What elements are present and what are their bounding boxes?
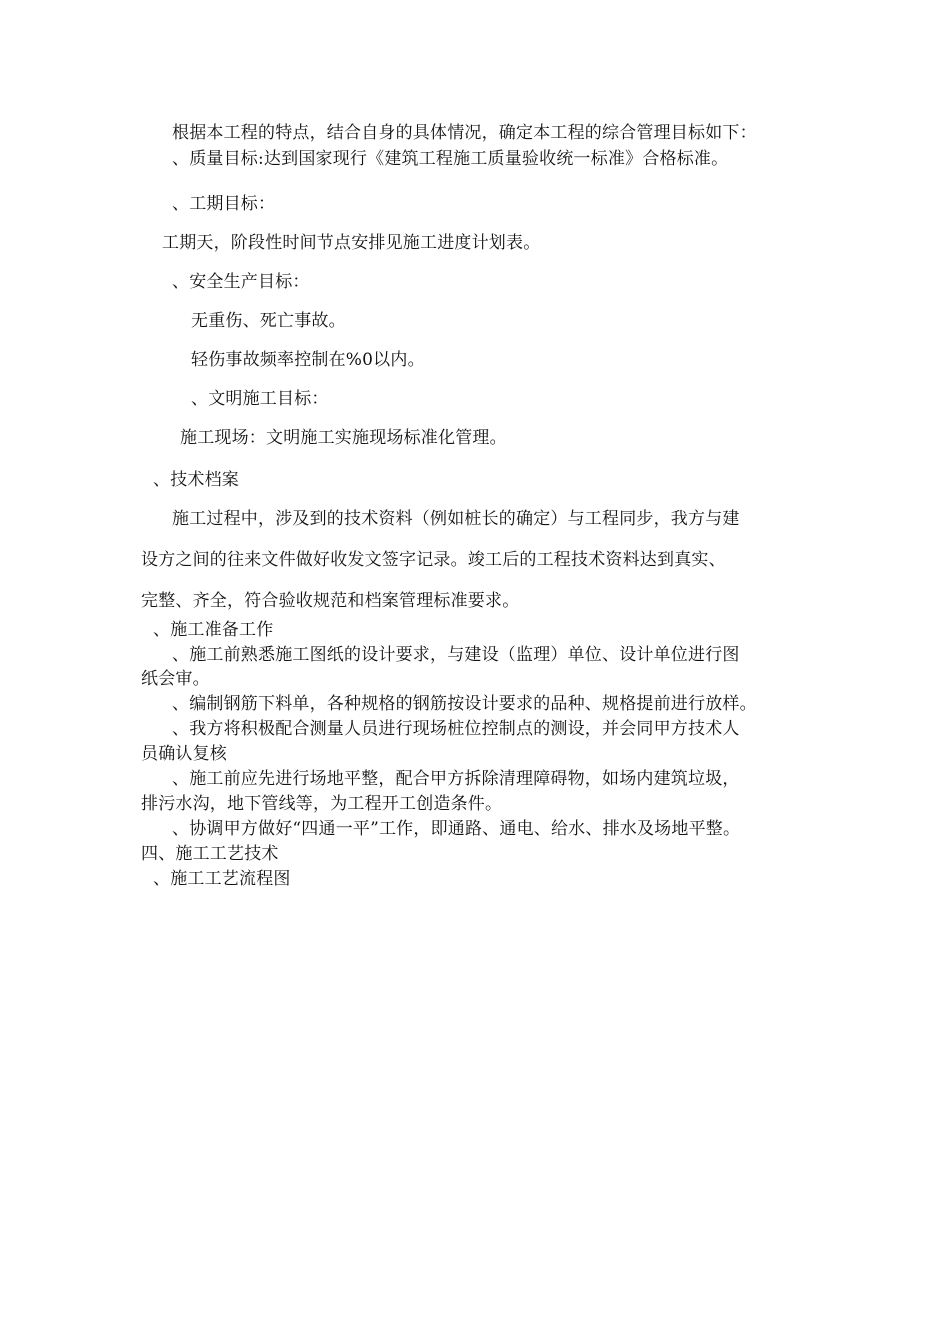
- quality-goal: 、质量目标:达到国家现行《建筑工程施工质量验收统一标准》合格标准。: [172, 149, 729, 169]
- technical-archive-para-line-2: 设方之间的往来文件做好收发文签字记录。竣工后的工程技术资料达到真实、: [141, 550, 726, 570]
- safety-goal-heading: 、安全生产目标：: [172, 272, 310, 292]
- management-goals-intro: 根据本工程的特点，结合自身的具体情况，确定本工程的综合管理目标如下：: [172, 123, 757, 143]
- schedule-goal-heading: 、工期目标：: [172, 194, 276, 214]
- process-flow-heading: 、施工工艺流程图: [153, 869, 291, 889]
- prep-item-3-line-1: 、我方将积极配合测量人员进行现场桩位控制点的测设，并会同甲方技术人: [172, 719, 740, 739]
- prep-item-3-line-2: 员确认复核: [141, 744, 227, 764]
- prep-item-1-line-1: 、施工前熟悉施工图纸的设计要求，与建设（监理）单位、设计单位进行图: [172, 645, 740, 665]
- prep-item-5: 、协调甲方做好“四通一平”工作，即通路、通电、给水、排水及场地平整。: [172, 819, 741, 839]
- prep-item-4-line-1: 、施工前应先进行场地平整，配合甲方拆除清理障碍物，如场内建筑垃圾，: [172, 769, 740, 789]
- technical-archive-para-line-1: 施工过程中，涉及到的技术资料（例如桩长的确定）与工程同步，我方与建: [172, 509, 740, 529]
- section-four-heading: 四、施工工艺技术: [141, 844, 279, 864]
- civilized-construction-text: 施工现场：文明施工实施现场标准化管理。: [180, 428, 507, 448]
- prep-item-4-line-2: 排污水沟，地下管线等，为工程开工创造条件。: [141, 794, 503, 814]
- prep-item-1-line-2: 纸会审。: [141, 669, 210, 689]
- safety-goal-item-2: 轻伤事故频率控制在%0以内。: [191, 350, 425, 370]
- technical-archive-para-line-3: 完整、齐全，符合验收规范和档案管理标准要求。: [141, 591, 520, 611]
- safety-goal-item-1: 无重伤、死亡事故。: [191, 311, 346, 331]
- civilized-construction-heading: 、文明施工目标：: [191, 389, 329, 409]
- prep-item-2: 、编制钢筋下料单，各种规格的钢筋按设计要求的品种、规格提前进行放样。: [172, 694, 757, 714]
- construction-prep-heading: 、施工准备工作: [153, 620, 274, 640]
- technical-archive-heading: 、技术档案: [153, 470, 239, 490]
- schedule-goal-text: 工期天，阶段性时间节点安排见施工进度计划表。: [162, 233, 541, 253]
